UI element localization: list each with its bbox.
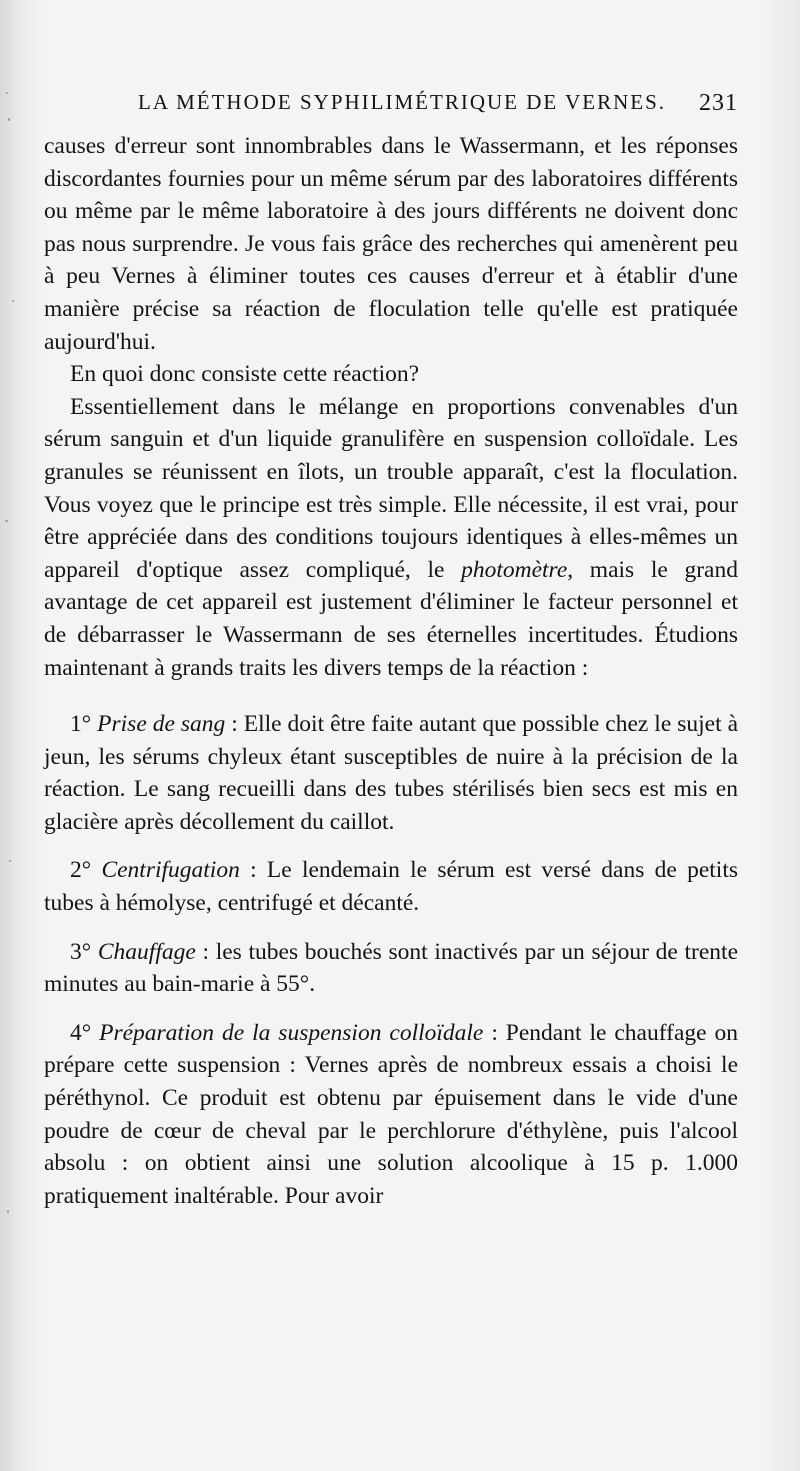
- page-number: 231: [699, 90, 738, 116]
- running-header: [138, 90, 738, 124]
- step-paragraph: 1° Prise de sang : Elle doit être faite autant que possible chez le sujet à jeun, les sérums chyleux étant susceptibles de nuire à la précision de la réaction. Le sang recueilli dans des tubes stérilisés bien secs est mis en glacière après décollement du caillot.: [44, 711, 738, 835]
- step-title: Préparation de la suspension colloïdale: [99, 1019, 484, 1046]
- paragraph: causes d'erreur sont innombrables dans le Wassermann, et les réponses discordantes fournies pour un même sérum par des laboratoires différents ou même par le même laboratoire à des jours différents ne doivent donc pas nous surprendre. Je vous fais grâce des recherches qui amenèrent peu à peu Vernes à éliminer toutes ces causes d'erreur et à établir d'une manière précise sa réaction de floculation telle qu'elle est pratiquée aujourd'hui.: [44, 133, 738, 355]
- step-number: 3°: [70, 938, 92, 965]
- paragraph: En quoi donc consiste cette réaction?: [70, 361, 420, 388]
- step-paragraph: 4° Préparation de la suspension colloïdale : Pendant le chauffage on prépare cette suspension : Vernes après de nombreux essais a choisi le péréthynol. Ce produit est obtenu par épuisement dans le vide d'une poudre de cœur de cheval par le perchlorure d'éthylène, puis l'alcool absolu : on obtient ainsi une solution alcoolique à 15 p. 1.000 pratiquement inaltérable. Pour avoir: [44, 1019, 739, 1209]
- step-title: Prise de sang: [97, 711, 226, 738]
- step-title: Chauffage: [97, 938, 196, 965]
- step-number: 4°: [70, 1019, 92, 1046]
- step-paragraph: 2° Centrifugation : Le lendemain le sérum est versé dans de petits tubes à hémolyse, centrifugé et décanté.: [44, 857, 738, 917]
- paragraph: Essentiellement dans le mélange en proportions convenables d'un sérum sanguin et d'un liquide granulifère en suspension colloïdale. Les granules se réunissent en îlots, un trouble apparaît, c'est la floculation. Vous voyez que le principe est très simple. Elle nécessite, il est vrai, pour être appréciée dans des conditions toujours identiques à elles-mêmes un appareil d'optique assez compliqué, le photomètre, mais le grand avantage de cet appareil est justement d'éliminer le facteur personnel et de débarrasser le Wassermann de ses éternelles incertitudes. Étudions maintenant à grands traits les divers temps de la réaction :: [44, 393, 738, 681]
- step-title: Centrifugation: [101, 857, 240, 884]
- running-title: LA MÉTHODE SYPHILIMÉTRIQUE DE VERNES.: [138, 90, 667, 114]
- page-body: [44, 130, 738, 1212]
- step-number: 2°: [70, 857, 92, 884]
- step-paragraph: 3° Chauffage : les tubes bouchés sont inactivés par un séjour de trente minutes au bain-marie à 55°.: [44, 938, 738, 998]
- step-number: 1°: [70, 711, 92, 738]
- italic-term: photomètre: [461, 556, 568, 583]
